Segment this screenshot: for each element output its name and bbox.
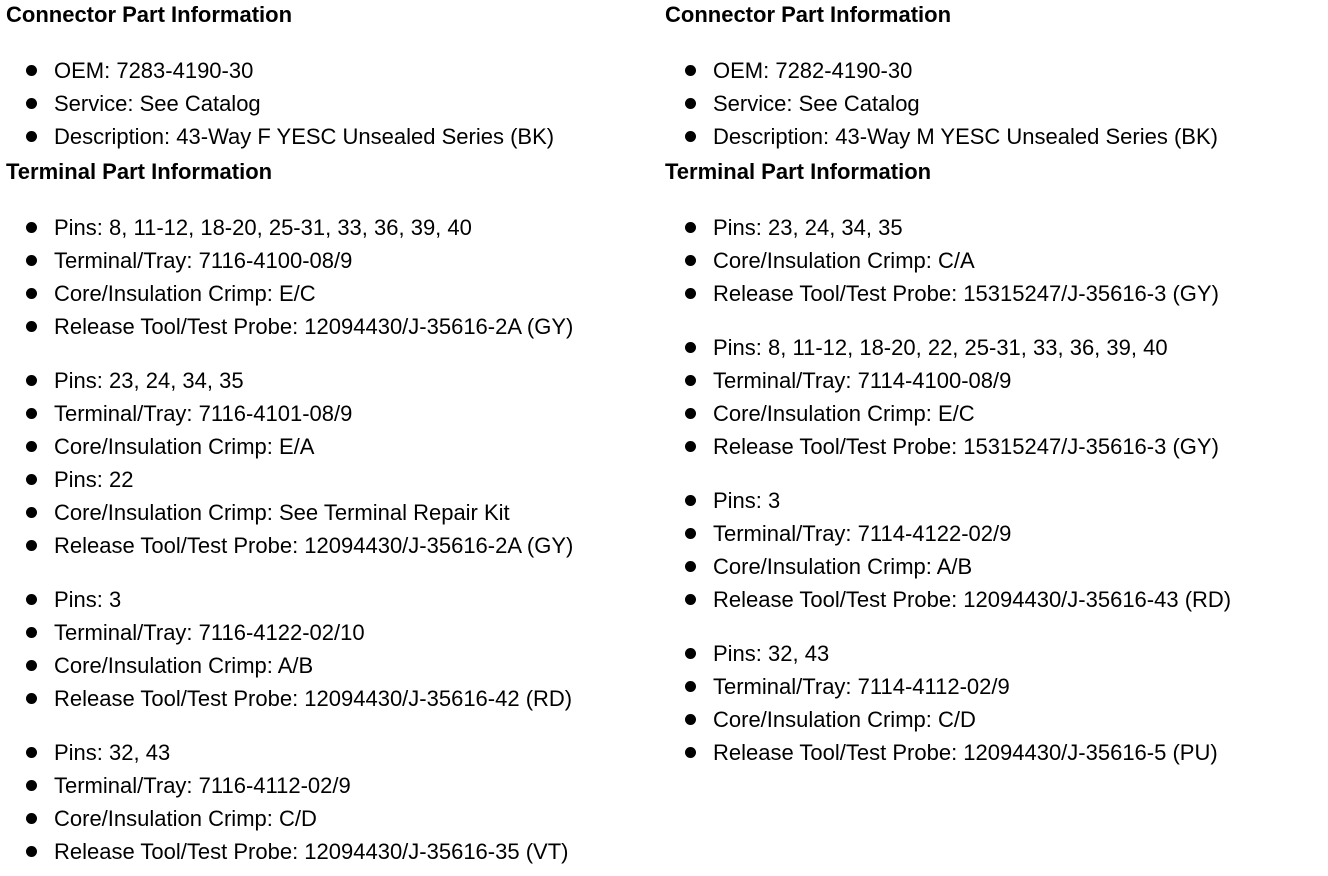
- list-item: [665, 120, 1325, 153]
- connector-heading: Connector Part Information: [665, 2, 952, 27]
- list-item: [665, 331, 1325, 364]
- list-item: [665, 703, 1325, 736]
- list-item-text: Release Tool/Test Probe: 12094430/J-35616-43 (RD): [713, 587, 1232, 612]
- list-item: [665, 211, 1325, 244]
- list-item-text: Terminal/Tray: 7114-4122-02/9: [713, 521, 1012, 546]
- list-item-text: Terminal/Tray: 7114-4112-02/9: [713, 674, 1010, 699]
- bullet-dot-icon: [26, 594, 37, 605]
- list-item: [665, 484, 1325, 517]
- bullet-dot-icon: [26, 321, 37, 332]
- list-item-text: Release Tool/Test Probe: 12094430/J-35616-5 (PU): [713, 740, 1218, 765]
- list-item: [665, 736, 1325, 769]
- list-item-text: Core/Insulation Crimp: See Terminal Repair Kit: [54, 500, 510, 525]
- list-item: [6, 277, 656, 310]
- terminal-group: [6, 736, 656, 868]
- terminal-groups: [6, 211, 656, 868]
- bullet-dot-icon: [685, 408, 696, 419]
- list-item-text: Core/Insulation Crimp: E/C: [713, 401, 975, 426]
- list-item-text: Pins: 22: [54, 467, 134, 492]
- list-item-text: Pins: 8, 11-12, 18-20, 22, 25-31, 33, 36, 39, 40: [713, 335, 1168, 360]
- bullet-dot-icon: [685, 131, 696, 142]
- connector-heading: Connector Part Information: [6, 2, 293, 27]
- list-item: [665, 364, 1325, 397]
- right-column: [665, 0, 1325, 769]
- terminal-groups: [665, 211, 1325, 769]
- bullet-dot-icon: [685, 288, 696, 299]
- bullet-dot-icon: [685, 255, 696, 266]
- bullet-dot-icon: [685, 714, 696, 725]
- list-item: [6, 583, 656, 616]
- list-item-text: Pins: 32, 43: [54, 740, 171, 765]
- list-item-text: Release Tool/Test Probe: 12094430/J-35616-42 (RD): [54, 686, 573, 711]
- list-item-text: OEM: 7283-4190-30: [54, 58, 254, 83]
- list-item-text: Core/Insulation Crimp: A/B: [54, 653, 314, 678]
- list-item: [6, 529, 656, 562]
- list-item: [6, 649, 656, 682]
- left-column: [6, 0, 656, 868]
- bullet-dot-icon: [685, 342, 696, 353]
- terminal-group: [665, 331, 1325, 463]
- list-item-text: Core/Insulation Crimp: C/D: [54, 806, 317, 831]
- list-item-text: Terminal/Tray: 7116-4122-02/10: [54, 620, 365, 645]
- list-item: [665, 670, 1325, 703]
- list-item-text: Pins: 3: [54, 587, 122, 612]
- list-item-text: Description: 43-Way M YESC Unsealed Series (BK): [713, 124, 1218, 149]
- list-item-text: Core/Insulation Crimp: C/A: [713, 248, 975, 273]
- bullet-dot-icon: [26, 813, 37, 824]
- bullet-dot-icon: [26, 65, 37, 76]
- bullet-dot-icon: [685, 561, 696, 572]
- list-item: [665, 430, 1325, 463]
- list-item-text: Core/Insulation Crimp: E/C: [54, 281, 316, 306]
- list-item: [6, 54, 656, 87]
- bullet-dot-icon: [26, 693, 37, 704]
- list-item-text: Service: See Catalog: [713, 91, 920, 116]
- terminal-group: [665, 211, 1325, 310]
- list-item: [665, 54, 1325, 87]
- list-item: [6, 364, 656, 397]
- list-item-text: Service: See Catalog: [54, 91, 261, 116]
- list-item-text: Release Tool/Test Probe: 12094430/J-35616-35 (VT): [54, 839, 569, 864]
- bullet-dot-icon: [685, 495, 696, 506]
- list-item-text: Description: 43-Way F YESC Unsealed Series (BK): [54, 124, 555, 149]
- bullet-dot-icon: [685, 222, 696, 233]
- list-item: [6, 769, 656, 802]
- bullet-dot-icon: [26, 408, 37, 419]
- bullet-dot-icon: [685, 594, 696, 605]
- connector-part-info-left: [6, 0, 656, 153]
- list-item-text: Core/Insulation Crimp: E/A: [54, 434, 315, 459]
- list-item-text: Pins: 23, 24, 34, 35: [54, 368, 244, 393]
- bullet-dot-icon: [26, 660, 37, 671]
- list-item: [665, 397, 1325, 430]
- bullet-dot-icon: [685, 375, 696, 386]
- list-item-text: Terminal/Tray: 7116-4112-02/9: [54, 773, 351, 798]
- list-item: [6, 463, 656, 496]
- list-item: [665, 87, 1325, 120]
- terminal-group: [665, 637, 1325, 769]
- bullet-dot-icon: [26, 255, 37, 266]
- list-item-text: Release Tool/Test Probe: 15315247/J-35616-3 (GY): [713, 434, 1219, 459]
- list-item-text: Pins: 23, 24, 34, 35: [713, 215, 903, 240]
- bullet-dot-icon: [685, 98, 696, 109]
- bullet-dot-icon: [26, 474, 37, 485]
- terminal-group: [6, 583, 656, 715]
- list-item-text: Core/Insulation Crimp: C/D: [713, 707, 976, 732]
- bullet-dot-icon: [685, 65, 696, 76]
- list-item-text: Terminal/Tray: 7116-4100-08/9: [54, 248, 353, 273]
- list-item: [6, 835, 656, 868]
- bullet-dot-icon: [26, 507, 37, 518]
- list-item: [6, 616, 656, 649]
- list-item-text: Pins: 32, 43: [713, 641, 830, 666]
- bullet-dot-icon: [26, 846, 37, 857]
- list-item: [665, 583, 1325, 616]
- list-item: [665, 637, 1325, 670]
- bullet-dot-icon: [26, 222, 37, 233]
- terminal-part-info-left: [6, 157, 656, 868]
- list-item-text: Core/Insulation Crimp: A/B: [713, 554, 973, 579]
- list-item-text: OEM: 7282-4190-30: [713, 58, 913, 83]
- bullet-dot-icon: [26, 288, 37, 299]
- terminal-group: [6, 211, 656, 343]
- bullet-dot-icon: [26, 131, 37, 142]
- terminal-group: [665, 484, 1325, 616]
- terminal-group: [6, 364, 656, 562]
- bullet-dot-icon: [26, 375, 37, 386]
- list-item: [665, 244, 1325, 277]
- list-item: [6, 244, 656, 277]
- list-item: [6, 310, 656, 343]
- bullet-dot-icon: [685, 441, 696, 452]
- bullet-dot-icon: [26, 441, 37, 452]
- list-item-text: Terminal/Tray: 7116-4101-08/9: [54, 401, 353, 426]
- bullet-dot-icon: [685, 528, 696, 539]
- list-item-text: Release Tool/Test Probe: 12094430/J-35616-2A (GY): [54, 314, 574, 339]
- terminal-heading: Terminal Part Information: [6, 159, 273, 184]
- terminal-heading: Terminal Part Information: [665, 159, 932, 184]
- connector-info-list: [6, 54, 656, 153]
- list-item-text: Pins: 8, 11-12, 18-20, 25-31, 33, 36, 39, 40: [54, 215, 472, 240]
- list-item: [6, 802, 656, 835]
- list-item: [6, 397, 656, 430]
- list-item: [6, 496, 656, 529]
- list-item: [665, 517, 1325, 550]
- list-item: [665, 277, 1325, 310]
- list-item: [665, 550, 1325, 583]
- list-item-text: Release Tool/Test Probe: 15315247/J-35616-3 (GY): [713, 281, 1219, 306]
- bullet-dot-icon: [685, 681, 696, 692]
- bullet-dot-icon: [26, 627, 37, 638]
- bullet-dot-icon: [26, 747, 37, 758]
- bullet-dot-icon: [26, 780, 37, 791]
- list-item: [6, 682, 656, 715]
- list-item-text: Terminal/Tray: 7114-4100-08/9: [713, 368, 1012, 393]
- connector-info-list: [665, 54, 1325, 153]
- list-item: [6, 211, 656, 244]
- list-item: [6, 120, 656, 153]
- bullet-dot-icon: [26, 540, 37, 551]
- list-item-text: Release Tool/Test Probe: 12094430/J-35616-2A (GY): [54, 533, 574, 558]
- bullet-dot-icon: [685, 648, 696, 659]
- list-item-text: Pins: 3: [713, 488, 781, 513]
- terminal-part-info-right: [665, 157, 1325, 769]
- list-item: [6, 87, 656, 120]
- bullet-dot-icon: [26, 98, 37, 109]
- list-item: [6, 736, 656, 769]
- list-item: [6, 430, 656, 463]
- connector-part-info-right: [665, 0, 1325, 153]
- bullet-dot-icon: [685, 747, 696, 758]
